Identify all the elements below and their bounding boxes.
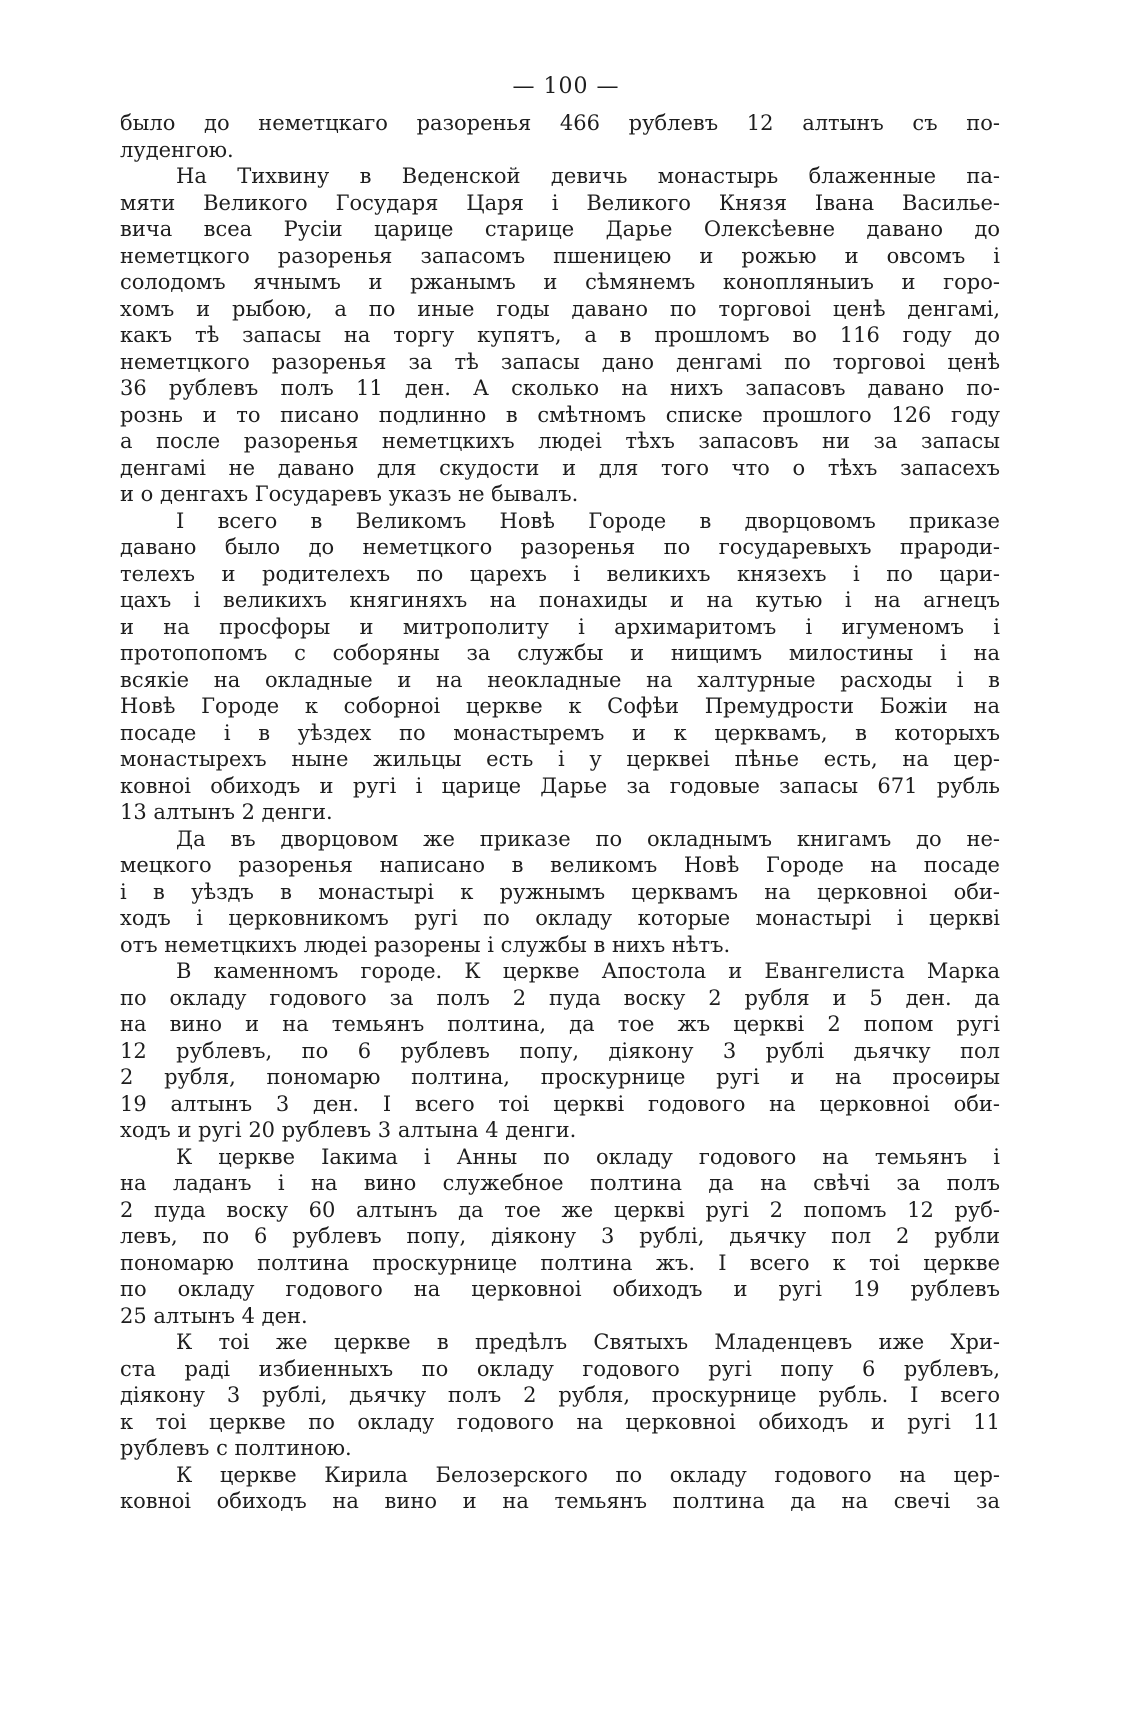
text-line: неметцкого разоренья запасомъ пшеницею и рожью и овсомъ і [120,243,1000,268]
text-line: какъ тѣ запасы на торгу купятъ, а в прошломъ во 116 году до [120,323,1000,347]
text-line: было до неметцкаго разоренья 466 рублевъ 12 алтынъ съ по- [120,111,1000,135]
text-line: 25 алтынъ 4 ден. [120,1303,308,1328]
text-line: левъ, по 6 рублевъ попу, діякону 3 рублі, дьячку пол 2 рубли [120,1224,1000,1248]
text-line: на вино и на темьянъ полтина, да тое жъ церквi 2 попом ругі [120,1012,1000,1036]
text-line: 19 алтынъ 3 ден. І всего тоі церквi годового на церковноі оби- [120,1091,1000,1116]
text-line: давано было до неметцкого разоренья по государевыхъ прароди- [120,535,1000,559]
text-line: по окладу годового на церковноі обиходъ и ругі 19 рублевъ [120,1277,1000,1301]
text-line: всякіе на окладные и на неокладные на халтурные расходы і в [120,667,1000,692]
text-line: неметцкого разоренья за тѣ запасы дано денгамі по торговоі ценѣ [120,349,1000,374]
text-line: телехъ и родителехъ по царехъ і великихъ князехъ і по цари- [120,561,1000,586]
text-line: 2 рубля, пономарю полтина, проскурнице ругі и на просѳиры [120,1065,1000,1089]
text-line: денгамі не давано для скудости и для того что о тѣхъ запасехъ [120,455,1000,480]
text-line: ходъ і церковникомъ ругі по окладу которые монастырі і церкві [120,906,1000,930]
text-line: На Тихвину в Веденской девичь монастырь блаженные па- [176,164,1000,188]
text-line: ковноі обиходъ и ругі і царице Дарье за годовые запасы 671 рубль [120,773,1000,798]
text-line: к тоі церкве по окладу годового на церковноі обиходъ и ругі 11 [120,1409,1000,1434]
text-line: и на просфоры и митрополиту і архимаритомъ і игуменомъ і [120,614,1000,639]
text-line: на ладанъ і на вино служебное полтина да на свѣчі за полъ [120,1171,1000,1195]
text-line: по окладу годового за полъ 2 пуда воску 2 рубля и 5 ден. да [120,985,1000,1010]
text-line: отъ неметцкихъ людеі разорены і службы в нихъ нѣтъ. [120,932,731,957]
text-line: протопопомъ с соборяны за службы и нищимъ милостины і на [120,641,1000,665]
text-line: Да въ дворцовом же приказе по окладнымъ книгамъ до не- [176,826,1000,851]
text-line: мяти Великого Государя Царя і Великого Князя Івана Василье- [120,190,1000,215]
document-text [120,110,1000,1515]
text-line: вича всеа Русіи царице старице Дарье Олексѣевне давано до [120,217,1000,241]
text-line: К церкве Іакима і Анны по окладу годового на темьянъ і [176,1144,1000,1169]
text-line: І всего в Великомъ Новѣ Городе в дворцовомъ приказе [176,508,1000,533]
text-line: Новѣ Городе к соборноі церкве к Софѣи Премудрости Божіи на [120,694,1000,718]
text-line: діякону 3 рублі, дьячку полъ 2 рубля, проскурнице рубль. І всего [120,1383,1000,1407]
text-line: рознь и то писано подлинно в смѣтномъ списке прошлого 126 году [120,402,1000,427]
text-line: рублевъ с полтиною. [120,1436,352,1460]
text-line: ста раді избиенныхъ по окладу годового ругі попу 6 рублевъ, [120,1356,1000,1381]
text-line: 13 алтынъ 2 денги. [120,800,333,824]
text-line: К тоі же церкве в предѣлъ Святыхъ Младенцевъ иже Хри- [176,1330,1000,1354]
text-line: луденгою. [120,137,234,162]
page-number: — 100 — [512,74,620,99]
text-line: хомъ и рыбою, а по иные годы давано по торговоі ценѣ денгамі, [120,296,1000,321]
text-line: 2 пуда воску 60 алтынъ да тое же церквi ругі 2 попомъ 12 руб- [120,1197,1000,1222]
text-line: цахъ і великихъ княгиняхъ на понахиды и на кутью і на агнецъ [120,588,1000,612]
text-line: К церкве Кирила Белозерского по окладу годового на цер- [176,1462,1000,1487]
text-line: пономарю полтина проскурнице полтина жъ. І всего к тоі церкве [120,1250,1000,1275]
text-line: солодомъ ячнымъ и ржанымъ и сѣмянемъ конопляныиъ и горо- [120,270,1000,294]
text-line: 12 рублевъ, по 6 рублевъ попу, діякону 3 рублі дьячку пол [120,1038,1000,1063]
text-line: В каменномъ городе. К церкве Апостола и Евангелиста Марка [176,959,1000,983]
text-line: і в уѣздъ в монастырі к ружнымъ церквамъ на церковноі оби- [120,879,1000,904]
text-line: монастырехъ ныне жильцы есть і у церквеі пѣнье есть, на цер- [120,747,1000,771]
text-line: ходъ и ругі 20 рублевъ 3 алтына 4 денги. [120,1118,577,1142]
text-line: посаде і в уѣздех по монастыремъ и к церквамъ, в которыхъ [120,720,1000,745]
text-line: и о денгахъ Государевъ указъ не бывалъ. [120,482,579,506]
text-line: 36 рублевъ полъ 11 ден. А сколько на нихъ запасовъ давано по- [120,376,1000,400]
text-line: мецкого разоренья написано в великомъ Новѣ Городе на посаде [120,853,1000,877]
text-line: ковноі обиходъ на вино и на темьянъ полтина да на свечі за [120,1489,1000,1513]
text-line: а после разоренья неметцкихъ людеі тѣхъ запасовъ ни за запасы [120,429,1000,453]
